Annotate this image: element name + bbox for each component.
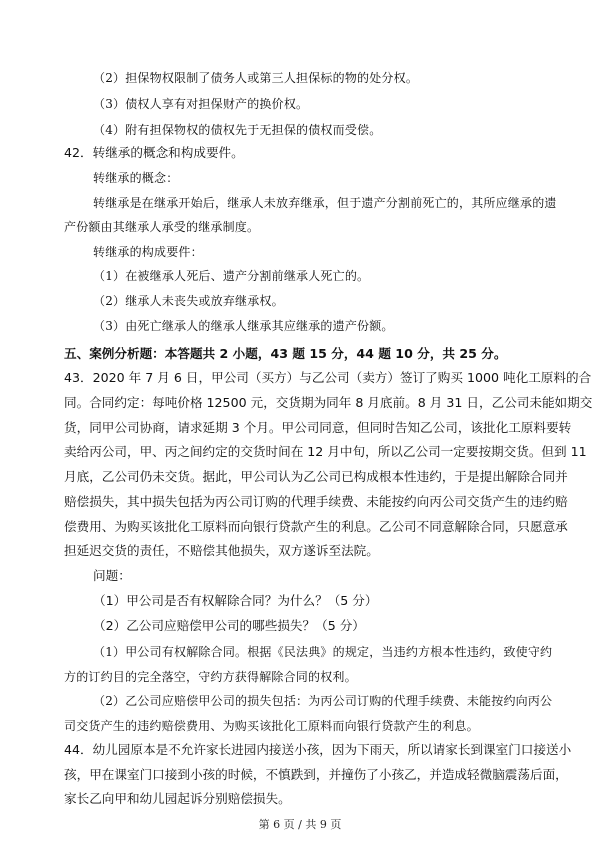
q43-answer-line-1: （1）甲公司有权解除合同。根据《民法典》的规定，当违约方根本性违约，致使守约 <box>93 645 553 659</box>
q43-answer-line-4: 司交货产生的违约赔偿费用、为购买该批化工原料而向银行贷款产生的利息。 <box>64 719 479 733</box>
concept-text-line-1: 转继承是在继承开始后，继承人未放弃继承，但于遗产分割前死亡的，其所应继承的遗 <box>93 196 557 210</box>
section-5-heading: 五、案例分析题：本答题共 2 小题，43 题 15 分，44 题 10 分，共 25 分。 <box>64 346 507 361</box>
concept-heading: 转继承的概念： <box>93 171 179 185</box>
q43-case-line-7: 偿费用、为购买该批化工原料而向银行贷款产生的利息。乙公司不同意解除合同，只愿意承 <box>64 519 568 534</box>
question-42-title: 42．转继承的概念和构成要件。 <box>64 145 244 160</box>
guarantee-item-2: （2）担保物权限制了债务人或第三人担保标的物的处分权。 <box>93 71 419 85</box>
page-footer: 第 6 页 / 共 9 页 <box>258 818 342 831</box>
q43-case-line-2: 同。合同约定：每吨价格 12500 元，交货期为同年 8 月底前。8 月 31 日，乙公司未能如期交 <box>64 395 593 410</box>
elements-heading: 转继承的构成要件： <box>93 245 203 259</box>
concept-text-line-2: 产份额由其继承人承受的继承制度。 <box>64 220 260 234</box>
q44-case-line-2: 孩，甲在课室门口接到小孩的时候，不慎跌到，并撞伤了小孩乙，并造成轻微脑震荡后面， <box>64 767 568 782</box>
q43-case-line-4: 卖给丙公司，甲、丙之间约定的交货时间在 12 月中旬，所以乙公司一定要按期交货。但到 11 <box>64 444 587 459</box>
q43-answer-line-3: （2）乙公司应赔偿甲公司的损失包括：为丙公司订购的代理手续费、未能按约向丙公 <box>93 694 553 708</box>
q43-case-line-6: 赔偿损失，其中损失包括为丙公司订购的代理手续费、未能按约向丙公司交货产生的违约赔 <box>64 494 568 509</box>
q43-case-line-8: 担延迟交货的责任，不赔偿其他损失，双方遂诉至法院。 <box>64 543 379 558</box>
q43-case-line-5: 月底，乙公司仍未交货。据此，甲公司认为乙公司已构成根本性违约，于是提出解除合同并 <box>64 469 568 484</box>
q43-case-line-1: 43．2020 年 7 月 6 日，甲公司（买方）与乙公司（卖方）签订了购买 1000 吨化工原料的合 <box>64 370 592 385</box>
q43-answer-line-2: 方的订约目的完全落空，守约方获得解除合同的权利。 <box>64 670 357 684</box>
q44-case-line-1: 44．幼儿园原本是不允许家长进园内接送小孩，因为下雨天，所以请家长到课室门口接送小 <box>64 742 572 757</box>
element-item-2: （2）继承人未丧失或放弃继承权。 <box>93 294 284 308</box>
guarantee-item-3: （3）债权人享有对担保财产的换价权。 <box>93 97 309 111</box>
element-item-1: （1）在被继承人死后、遗产分割前继承人死亡的。 <box>93 269 370 283</box>
q44-case-line-3: 家长乙向甲和幼儿园起诉分别赔偿损失。 <box>64 791 291 806</box>
q43-question-2: （2）乙公司应赔偿甲公司的哪些损失？（5 分） <box>93 618 365 633</box>
q43-question-1: （1）甲公司是否有权解除合同？为什么？（5 分） <box>93 593 378 608</box>
q43-question-label: 问题： <box>93 568 131 583</box>
q43-case-line-3: 货，同甲公司协商，请求延期 3 个月。甲公司同意，但同时告知乙公司，该批化工原料要转 <box>64 420 572 435</box>
guarantee-item-4: （4）附有担保物权的债权先于无担保的债权而受偿。 <box>93 123 382 137</box>
element-item-3: （3）由死亡继承人的继承人继承其应继承的遗产份额。 <box>93 319 394 333</box>
